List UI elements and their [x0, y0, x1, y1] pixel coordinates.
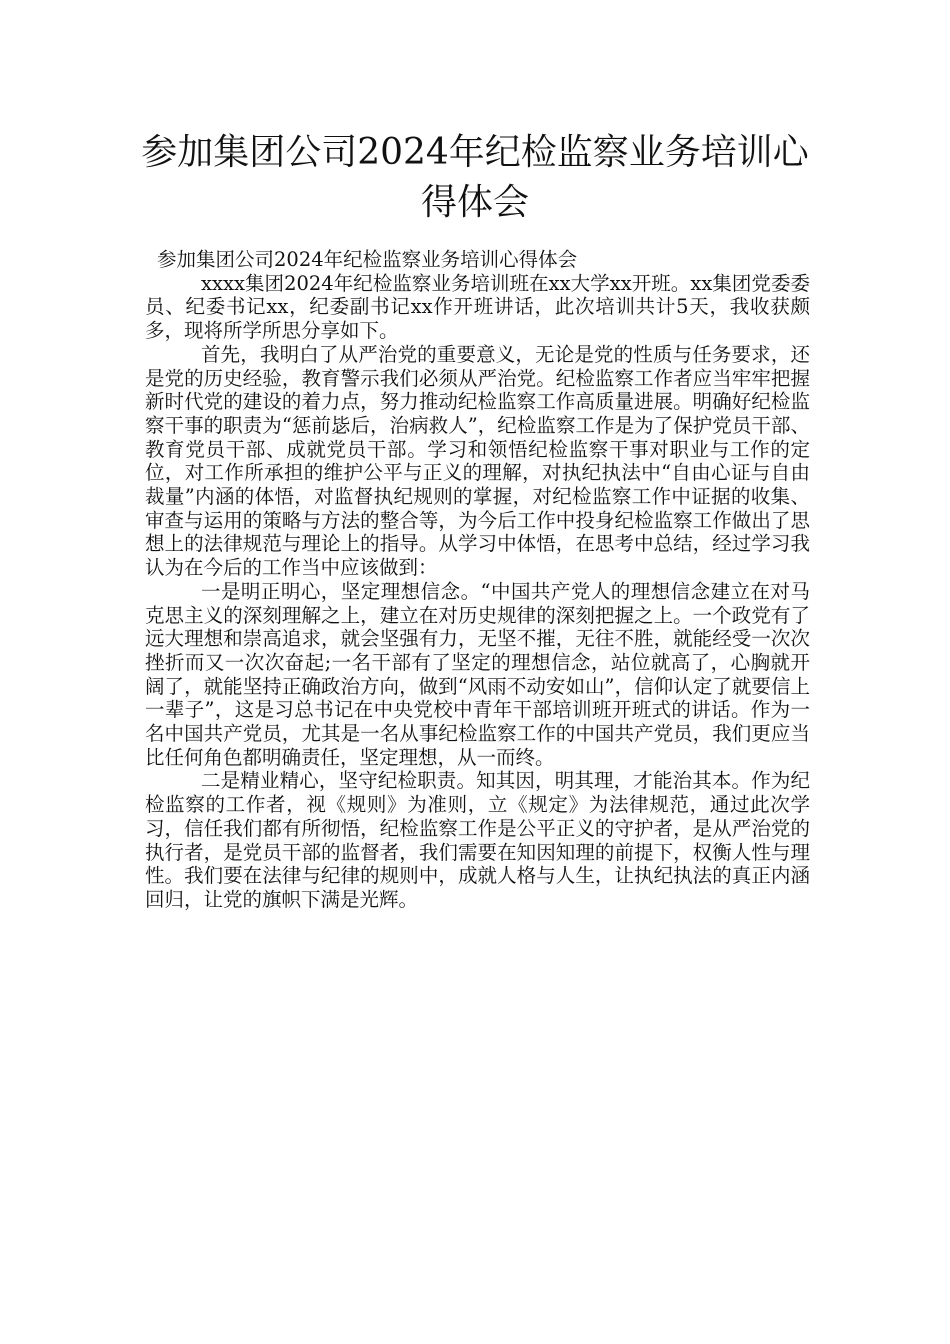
title-line-1: 参加集团公司2024年纪检监察业务培训心	[141, 132, 809, 173]
document-body	[145, 248, 810, 912]
document-subtitle: 参加集团公司2024年纪检监察业务培训心得体会	[157, 248, 578, 271]
paragraph-first: 首先，我明白了从严治党的重要意义，无论是党的性质与任务要求，还是党的历史经验，教育警示我们必须从严治党。纪检监察工作者应当牢牢把握新时代党的建设的着力点，努力推动纪检监察工作高质量进展。明确好纪检监察干事的职责为“惩前毖后，治病救人”，纪检监察工作是为了保护党员干部、教育党员干部、成就党员干部。学习和领悟纪检监察干事对职业与工作的定位，对工作所承担的维护公平与正义的理解，对执纪执法中“自由心证与自由裁量”内涵的体悟，对监督执纪规则的掌握，对纪检监察工作中证据的收集、审查与运用的策略与方法的整合等，为今后工作中投身纪检监察工作做出了思想上的法律规范与理论上的指导。从学习中体悟，在思考中总结，经过学习我认为在今后的工作当中应该做到：	[145, 342, 810, 580]
title-line-2: 得体会	[420, 182, 529, 223]
paragraph-point-two: 二是精业精心，坚守纪检职责。知其因，明其理，才能治其本。作为纪检监察的工作者，视《规则》为准则，立《规定》为法律规范，通过此次学习，信任我们都有所彻悟，纪检监察工作是公平正义的守护者，是从严治党的执行者，是党员干部的监督者，我们需要在知因知理的前提下，权衡人性与理性。我们要在法律与纪律的规则中，成就人格与人生，让执纪执法的真正内涵回归，让党的旗帜下满是光辉。	[145, 769, 810, 911]
paragraph-point-one: 一是明正明心，坚定理想信念。“中国共产党人的理想信念建立在对马克思主义的深刻理解之上，建立在对历史规律的深刻把握之上。一个政党有了远大理想和崇高追求，就会坚强有力，无坚不摧，无往不胜，就能经受一次次挫折而又一次次奋起;一名干部有了坚定的理想信念，站位就高了，心胸就开阔了，就能坚持正确政治方向，做到“风雨不动安如山”，信仰认定了就要信上一辈子”，这是习总书记在中央党校中青年干部培训班开班式的讲话。作为一名中国共产党员，尤其是一名从事纪检监察工作的中国共产党员，我们更应当比任何角色都明确责任，坚定理想，从一而终。	[145, 579, 810, 769]
document-title	[130, 128, 820, 228]
paragraph-intro: xxxx集团2024年纪检监察业务培训班在xx大学xx开班。xx集团党委委员、纪委书记xx，纪委副书记xx作开班讲话，此次培训共计5天，我收获颇多，现将所学所思分享如下。	[145, 271, 810, 343]
